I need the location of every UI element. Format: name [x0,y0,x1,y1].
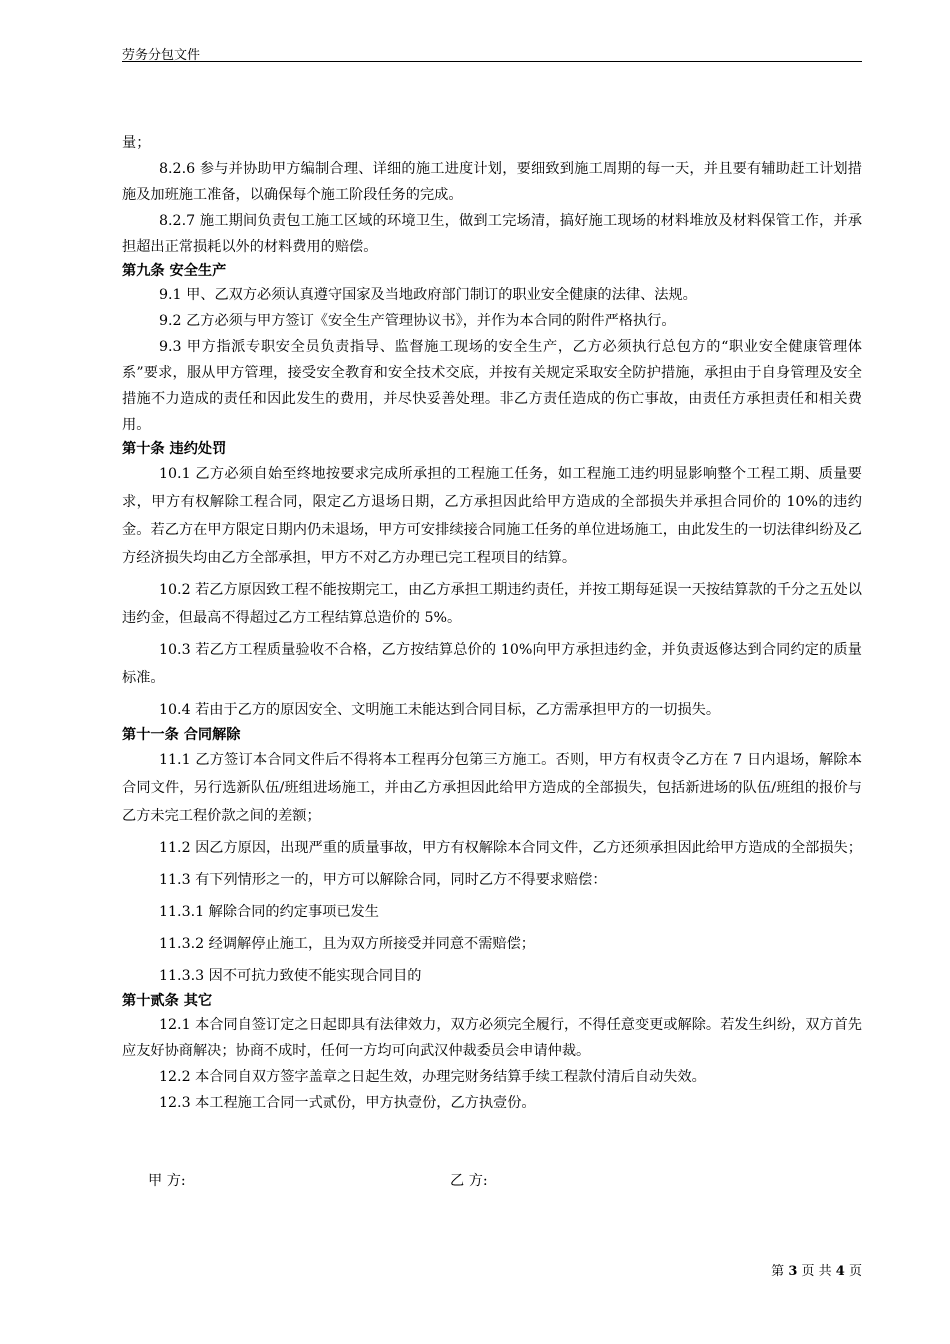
paragraph: 8.2.7 施工期间负责包工施工区域的环境卫生，做到工完场清，搞好施工现场的材料堆放及材料保管工作，并承担超出正常损耗以外的材料费用的赔偿。 [122,213,862,255]
section-11 [122,746,862,990]
paragraph: 10.1 乙方必须自始至终地按要求完成所承担的工程施工任务，如工程施工违约明显影响整个工程工期、质量要求，甲方有权解除工程合同，限定乙方退场日期，乙方承担因此给甲方造成的全部损失并承担合同价的 10%的违约金。若乙方在甲方限定日期内仍未退场，甲方可安排续接合同施工任务的单位进场施工，由此发生的一切法律纠纷及乙方经济损失均由乙方全部承担，甲方不对乙方办理已完工程项目的结算。 [122,466,862,566]
page-number [771,1260,862,1279]
section-heading: 第九条 安全生产 [122,263,227,279]
paragraph: 8.2.6 参与并协助甲方编制合理、详细的施工进度计划，要细致到施工周期的每一天，并且要有辅助赶工计划措施及加班施工准备，以确保每个施工阶段任务的完成。 [122,161,862,203]
section-heading: 第十条 违约处罚 [122,441,227,457]
header-rule [122,61,862,62]
paragraph: 11.1 乙方签订本合同文件后不得将本工程再分包第三方施工。否则，甲方有权责令乙方在 7 日内退场，解除本合同文件，另行选新队伍/班组进场施工，并由乙方承担因此给甲方造成的全部损失，包括新进场的队伍/班组的报价与乙方未完工程价款之间的差额； [122,752,862,824]
footer-text: 第 [771,1264,785,1279]
paragraph: 10.3 若乙方工程质量验收不合格，乙方按结算总价的 10%向甲方承担违约金，并负责返修达到合同约定的质量标准。 [122,642,862,686]
paragraph: 9.3 甲方指派专职安全员负责指导、监督施工现场的安全生产，乙方必须执行总包方的“职业安全健康管理体系”要求，服从甲方管理，接受安全教育和安全技术交底，并按有关规定采取安全防护措施，承担由于自身管理及安全措施不力造成的责任和因此发生的费用，并尽快妥善处理。非乙方责任造成的伤亡事故，由责任方承担责任和相关费用。 [122,339,862,433]
paragraph: 11.2 因乙方原因，出现严重的质量事故，甲方有权解除本合同文件，乙方还须承担因此给甲方造成的全部损失； [159,840,862,856]
paragraph: 12.3 本工程施工合同一式贰份，甲方执壹份，乙方执壹份。 [159,1095,536,1111]
footer-text: 页 [848,1264,862,1279]
paragraph: 量； [122,135,151,151]
section-heading: 第十一条 合同解除 [122,727,241,743]
section-10 [122,460,862,724]
paragraph: 11.3.2 经调解停止施工，且为双方所接受并同意不需赔偿； [159,936,535,952]
paragraph: 12.2 本合同自双方签字盖章之日起生效，办理完财务结算手续工程款付清后自动失效。 [159,1069,706,1085]
paragraph: 10.4 若由于乙方的原因安全、文明施工未能达到合同目标，乙方需承担甲方的一切损失。 [159,702,721,718]
current-page: 3 [788,1264,798,1279]
paragraph: 10.2 若乙方原因致工程不能按期完工，由乙方承担工期违约责任，并按工期每延误一天按结算款的千分之五处以违约金，但最高不得超过乙方工程结算总造价的 5%。 [122,582,862,626]
paragraph: 11.3 有下列情形之一的，甲方可以解除合同，同时乙方不得要求赔偿： [159,872,607,888]
page-header: 劳务分包文件 [122,48,201,63]
document-body [122,130,862,1116]
party-b-signature: 乙 方: [450,1173,488,1189]
footer-text: 页 共 [801,1264,832,1279]
section-heading: 第十贰条 其它 [122,993,213,1009]
paragraph: 11.3.3 因不可抗力致使不能实现合同目的 [159,968,422,984]
total-pages: 4 [835,1264,845,1279]
party-a-signature: 甲 方: [148,1173,186,1189]
paragraph: 9.1 甲、乙双方必须认真遵守国家及当地政府部门制订的职业安全健康的法律、法规。 [159,287,697,303]
paragraph: 12.1 本合同自签订定之日起即具有法律效力，双方必须完全履行，不得任意变更或解除。若发生纠纷，双方首先应友好协商解决；协商不成时，任何一方均可向武汉仲裁委员会申请仲裁。 [122,1017,862,1059]
paragraph: 9.2 乙方必须与甲方签订《安全生产管理协议书》，并作为本合同的附件严格执行。 [159,313,676,329]
paragraph: 11.3.1 解除合同的约定事项已发生 [159,904,379,920]
